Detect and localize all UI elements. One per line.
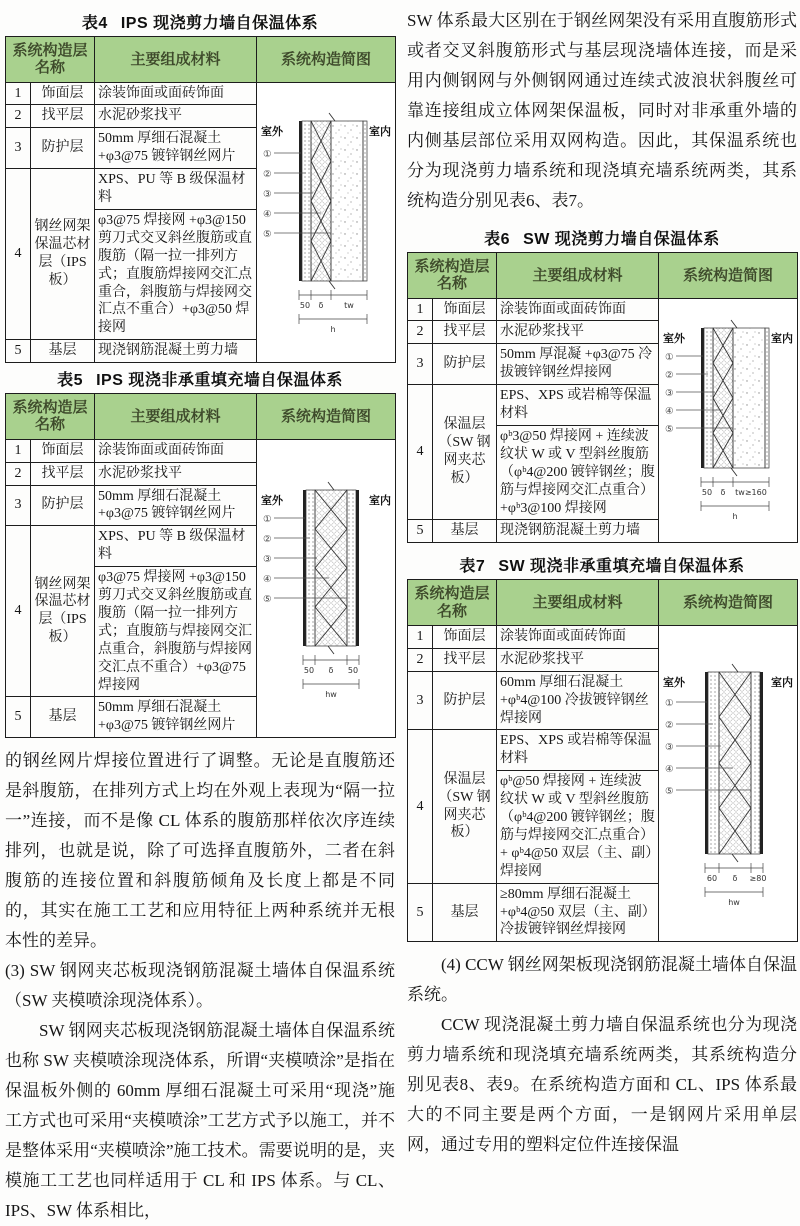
material-cell: φᵇ@50 焊接网 + 连续波纹状 W 或 V 型斜丝腹筋（φᵇ4@200 镀锌钢丝；腹筋与焊接网交汇点重合）+ φᵇ4@50 双层（主、副）焊接网	[497, 771, 659, 883]
wall-section-diagram-t6	[661, 306, 795, 528]
material-cell: 水泥砂浆找平	[497, 321, 659, 344]
paragraph: 的钢丝网片焊接位置进行了调整。无论是直腹筋还是斜腹筋，在排列方式上均在外观上表现为“隔一拉一”连接，而不是像 CL 体系的腹筋那样依次序连续排列，也就是说，除了可选择直腹筋外，二者在斜腹筋的连接位置和斜腹筋倾角及长度上都是不同的，其实在施工工艺和应用特征上两种系统并无根本性的差异。	[5, 751, 395, 951]
layer-name-cell: 钢丝网架保温芯材层（IPS 板）	[31, 526, 95, 697]
layer-name-cell: 饰面层	[433, 625, 497, 648]
wall-section-diagram-t4	[259, 99, 393, 339]
outdoor-label: 室外	[663, 676, 686, 689]
dim-label-2: δ	[328, 666, 334, 676]
table6	[407, 252, 798, 543]
callout-5: ⑤	[665, 786, 674, 797]
outdoor-label: 室外	[261, 126, 284, 139]
layer-name-cell: 找平层	[31, 105, 95, 128]
row-num-cell: 4	[408, 385, 433, 520]
material-cell: 50mm 厚细石混凝土 +φ3@75 镀锌钢丝网片	[95, 485, 257, 526]
table7	[407, 579, 798, 942]
material-cell: 涂装饰面或面砖饰面	[497, 625, 659, 648]
dim-label-1: 50	[303, 666, 315, 676]
table7-label: 表7	[459, 558, 486, 576]
row-num-cell: 4	[6, 169, 31, 340]
table6-header-row	[408, 253, 798, 299]
callout-2: ②	[263, 170, 272, 181]
dim-label-2: δ	[732, 873, 738, 883]
material-cell: XPS、PU 等 B 级保温材料	[95, 526, 257, 567]
row-num-cell: 2	[6, 462, 31, 485]
paragraph: (4) CCW 钢丝网架板现浇钢筋混凝土墙体自保温系统。	[407, 955, 797, 1005]
figure-cell	[257, 82, 396, 363]
header-materials: 主要组成材料	[497, 580, 659, 626]
table7-title	[407, 553, 797, 576]
layer-name-cell: 保温层（SW 钢网夹芯板）	[433, 385, 497, 520]
callout-3: ③	[263, 555, 272, 566]
row-num-cell: 5	[6, 340, 31, 363]
layer-name-cell: 饰面层	[433, 298, 497, 321]
dim-total-label: hw	[325, 690, 337, 700]
row-num-cell: 5	[6, 697, 31, 738]
wall-layers	[303, 482, 359, 654]
material-cell: 涂装饰面或面砖饰面	[95, 82, 257, 105]
table5	[5, 393, 396, 738]
layer-name-cell: 饰面层	[31, 82, 95, 105]
dim-label-1: 50	[299, 301, 311, 311]
table-row	[6, 439, 396, 462]
right-text-block-bottom	[407, 950, 797, 1160]
right-text-block-top	[407, 6, 797, 216]
dim-label-3: 50	[347, 666, 359, 676]
callout-3: ③	[263, 190, 272, 201]
material-cell: 50mm 厚混凝 +φ3@75 冷拔镀锌钢丝焊接网	[497, 344, 659, 385]
row-num-cell: 1	[6, 439, 31, 462]
callout-5: ⑤	[665, 425, 674, 436]
paragraph: CCW 现浇混凝土剪力墙自保温系统也分为现浇剪力墙系统和现浇填充墙系统两类，其系统构造分别见表8、表9。在系统构造方面和 CL、IPS 体系最大的不同主要是两个方面，一是钢网片采用单层网，通过专用的塑料定位件连接保温	[407, 1015, 797, 1155]
left-column	[5, 6, 395, 1226]
header-figure: 系统构造简图	[257, 37, 396, 83]
layer-name-cell: 找平层	[433, 648, 497, 671]
material-cell: 现浇钢筋混凝土剪力墙	[95, 340, 257, 363]
dimension-lines	[299, 290, 367, 334]
row-num-cell: 2	[408, 321, 433, 344]
dim-label-3: tw≥160	[735, 488, 767, 498]
callout-1: ①	[263, 515, 272, 526]
material-cell: 50mm 厚细石混凝土 +φ3@75 镀锌钢丝网片	[95, 697, 257, 738]
outdoor-label: 室外	[663, 333, 686, 346]
indoor-label: 室内	[771, 333, 794, 346]
header-materials: 主要组成材料	[497, 253, 659, 299]
table4-title	[5, 10, 395, 33]
header-layer-name: 系统构造层名称	[408, 580, 497, 626]
table-row	[408, 625, 798, 648]
row-num-cell: 4	[408, 730, 433, 883]
callout-4: ④	[665, 407, 674, 418]
material-cell: 水泥砂浆找平	[95, 105, 257, 128]
material-cell: ≥80mm 厚细石混凝土 +φᵇ4@50 双层（主、副）冷拔镀锌钢丝焊接网	[497, 883, 659, 942]
row-num-cell: 4	[6, 526, 31, 697]
material-cell: 现浇钢筋混凝土剪力墙	[497, 520, 659, 543]
header-figure: 系统构造简图	[659, 580, 798, 626]
left-text-block	[5, 746, 395, 1226]
dim-label-1: 60	[706, 873, 718, 883]
dim-label-2: δ	[318, 301, 324, 311]
table4-title-text: IPS 现浇剪力墙自保温体系	[120, 15, 319, 32]
row-num-cell: 1	[408, 625, 433, 648]
right-column	[407, 6, 797, 1226]
header-layer-name: 系统构造层名称	[6, 394, 95, 440]
callout-3: ③	[665, 389, 674, 400]
paragraph: SW 体系最大区别在于钢丝网架没有采用直腹筋形式或者交叉斜腹筋形式与基层现浇墙体连接，而是采用内侧钢网与外侧钢网通过连续式波浪状斜腹丝可靠连接组成立体网架保温板，同时对非承重外墙的内侧基层部位采用双网构造。因此，其保温系统也分为现浇剪力墙系统和现浇填充墙系统两类，其系统构造分别见表6、表7。	[407, 11, 797, 210]
layer-name-cell: 基层	[31, 697, 95, 738]
layer-name-cell: 防护层	[433, 671, 497, 730]
row-num-cell: 3	[408, 344, 433, 385]
table6-title	[407, 226, 797, 249]
row-num-cell: 3	[408, 671, 433, 730]
callout-4: ④	[263, 575, 272, 586]
callout-1: ①	[263, 150, 272, 161]
layer-name-cell: 找平层	[31, 462, 95, 485]
row-num-cell: 5	[408, 883, 433, 942]
figure-cell	[257, 439, 396, 738]
callout-1: ①	[665, 698, 674, 709]
header-figure: 系统构造简图	[659, 253, 798, 299]
row-num-cell: 5	[408, 520, 433, 543]
material-cell: EPS、XPS 或岩棉等保温材料	[497, 730, 659, 771]
callout-2: ②	[665, 720, 674, 731]
table5-header-row	[6, 394, 396, 440]
layer-name-cell: 保温层（SW 钢网夹芯板）	[433, 730, 497, 883]
material-cell: φᵇ3@50 焊接网 + 连续波纹状 W 或 V 型斜丝腹筋（φᵇ4@200 镀锌钢丝；腹筋与焊接网交汇点重合）+φᵇ3@100 焊接网	[497, 425, 659, 520]
material-cell: 涂装饰面或面砖饰面	[95, 439, 257, 462]
dim-label-3: tw	[344, 301, 354, 311]
layer-name-cell: 钢丝网架保温芯材层（IPS板）	[31, 169, 95, 340]
table-row	[6, 82, 396, 105]
dimension-lines	[705, 863, 766, 907]
material-cell: φ3@75 焊接网 +φ3@150 剪刀式交叉斜丝腹筋或直腹筋（隔一拉一排列方式；直腹筋焊接网交汇点重合，斜腹筋与焊接网交汇点不重合）+φ3@50 焊接网	[95, 209, 257, 339]
callout-1: ①	[665, 353, 674, 364]
header-layer-name: 系统构造层名称	[6, 37, 95, 83]
material-cell: XPS、PU 等 B 级保温材料	[95, 169, 257, 210]
header-layer-name: 系统构造层名称	[408, 253, 497, 299]
material-cell: 水泥砂浆找平	[497, 648, 659, 671]
table4-label: 表4	[81, 15, 108, 32]
layer-name-cell: 基层	[433, 883, 497, 942]
wall-section-diagram-t7	[661, 650, 795, 912]
layer-name-cell: 找平层	[433, 321, 497, 344]
material-cell: 水泥砂浆找平	[95, 462, 257, 485]
header-materials: 主要组成材料	[95, 394, 257, 440]
row-num-cell: 1	[6, 82, 31, 105]
dim-label-3: ≥80	[749, 873, 767, 883]
dim-label-1: 50	[701, 488, 713, 498]
layer-name-cell: 防护层	[31, 128, 95, 169]
dimension-lines	[303, 655, 359, 699]
figure-cell	[659, 625, 798, 942]
dim-total-label: hw	[728, 897, 740, 907]
figure-cell	[659, 298, 798, 543]
table5-label: 表5	[57, 372, 84, 390]
table4-header-row	[6, 37, 396, 83]
layer-name-cell: 基层	[31, 340, 95, 363]
callout-3: ③	[665, 742, 674, 753]
table4	[5, 36, 396, 363]
dim-total-label: h	[330, 325, 336, 335]
table5-title-text: IPS 现浇非承重填充墙自保温体系	[96, 372, 343, 390]
indoor-label: 室内	[771, 676, 794, 689]
outdoor-label: 室外	[261, 495, 284, 508]
material-cell: 60mm 厚细石混凝土 +φᵇ4@100 冷拔镀锌钢丝焊接网	[497, 671, 659, 730]
layer-name-cell: 基层	[433, 520, 497, 543]
table6-title-text: SW 现浇剪力墙自保温体系	[523, 231, 720, 248]
paragraph: (3) SW 钢网夹芯板现浇钢筋混凝土墙体自保温系统（SW 夹模喷涂现浇体系）。	[5, 961, 395, 1011]
indoor-label: 室内	[369, 495, 392, 508]
row-num-cell: 1	[408, 298, 433, 321]
dim-label-2: δ	[720, 488, 726, 498]
row-num-cell: 3	[6, 128, 31, 169]
dimension-lines	[701, 477, 769, 521]
row-num-cell: 2	[408, 648, 433, 671]
dim-total-label: h	[732, 512, 738, 522]
table5-title	[5, 367, 395, 390]
callout-5: ⑤	[263, 230, 272, 241]
header-materials: 主要组成材料	[95, 37, 257, 83]
layer-name-cell: 饰面层	[31, 439, 95, 462]
callout-2: ②	[263, 535, 272, 546]
header-figure: 系统构造简图	[257, 394, 396, 440]
callout-5: ⑤	[263, 595, 272, 606]
callout-2: ②	[665, 371, 674, 382]
layer-name-cell: 防护层	[31, 485, 95, 526]
table-row	[408, 298, 798, 321]
wall-layers	[299, 113, 367, 289]
table7-header-row	[408, 580, 798, 626]
indoor-label: 室内	[369, 126, 392, 139]
wall-layers	[701, 320, 769, 476]
callout-4: ④	[263, 210, 272, 221]
paragraph: SW 钢网夹芯板现浇钢筋混凝土墙体自保温系统也称 SW 夹模喷涂现浇体系，所谓“夹模喷涂”是指在保温板外侧的 60mm 厚细石混凝土可采用“现浇”施工方式也可采用“夹模喷涂”工艺方式予以施工，并不是整体采用“夹模喷涂”施工技术。需要说明的是，夹模施工工艺也同样适用于 CL 和 IPS 体系。与 CL、IPS、SW 体系相比，	[5, 1021, 395, 1221]
material-cell: φ3@75 焊接网 +φ3@150 剪刀式交叉斜丝腹筋或直腹筋（隔一拉一排列方式；直腹筋与焊接网交汇点重合，斜腹筋与焊接网交汇点不重合）+φ3@75 焊接网	[95, 567, 257, 697]
row-num-cell: 2	[6, 105, 31, 128]
table7-title-text: SW 现浇非承重填充墙自保温体系	[498, 558, 745, 576]
row-num-cell: 3	[6, 485, 31, 526]
wall-section-diagram-t5	[259, 468, 393, 703]
layer-name-cell: 防护层	[433, 344, 497, 385]
callout-4: ④	[665, 764, 674, 775]
material-cell: 涂装饰面或面砖饰面	[497, 298, 659, 321]
material-cell: EPS、XPS 或岩棉等保温材料	[497, 385, 659, 426]
table6-label: 表6	[484, 231, 511, 248]
material-cell: 50mm 厚细石混凝土 +φ3@75 镀锌钢丝网片	[95, 128, 257, 169]
